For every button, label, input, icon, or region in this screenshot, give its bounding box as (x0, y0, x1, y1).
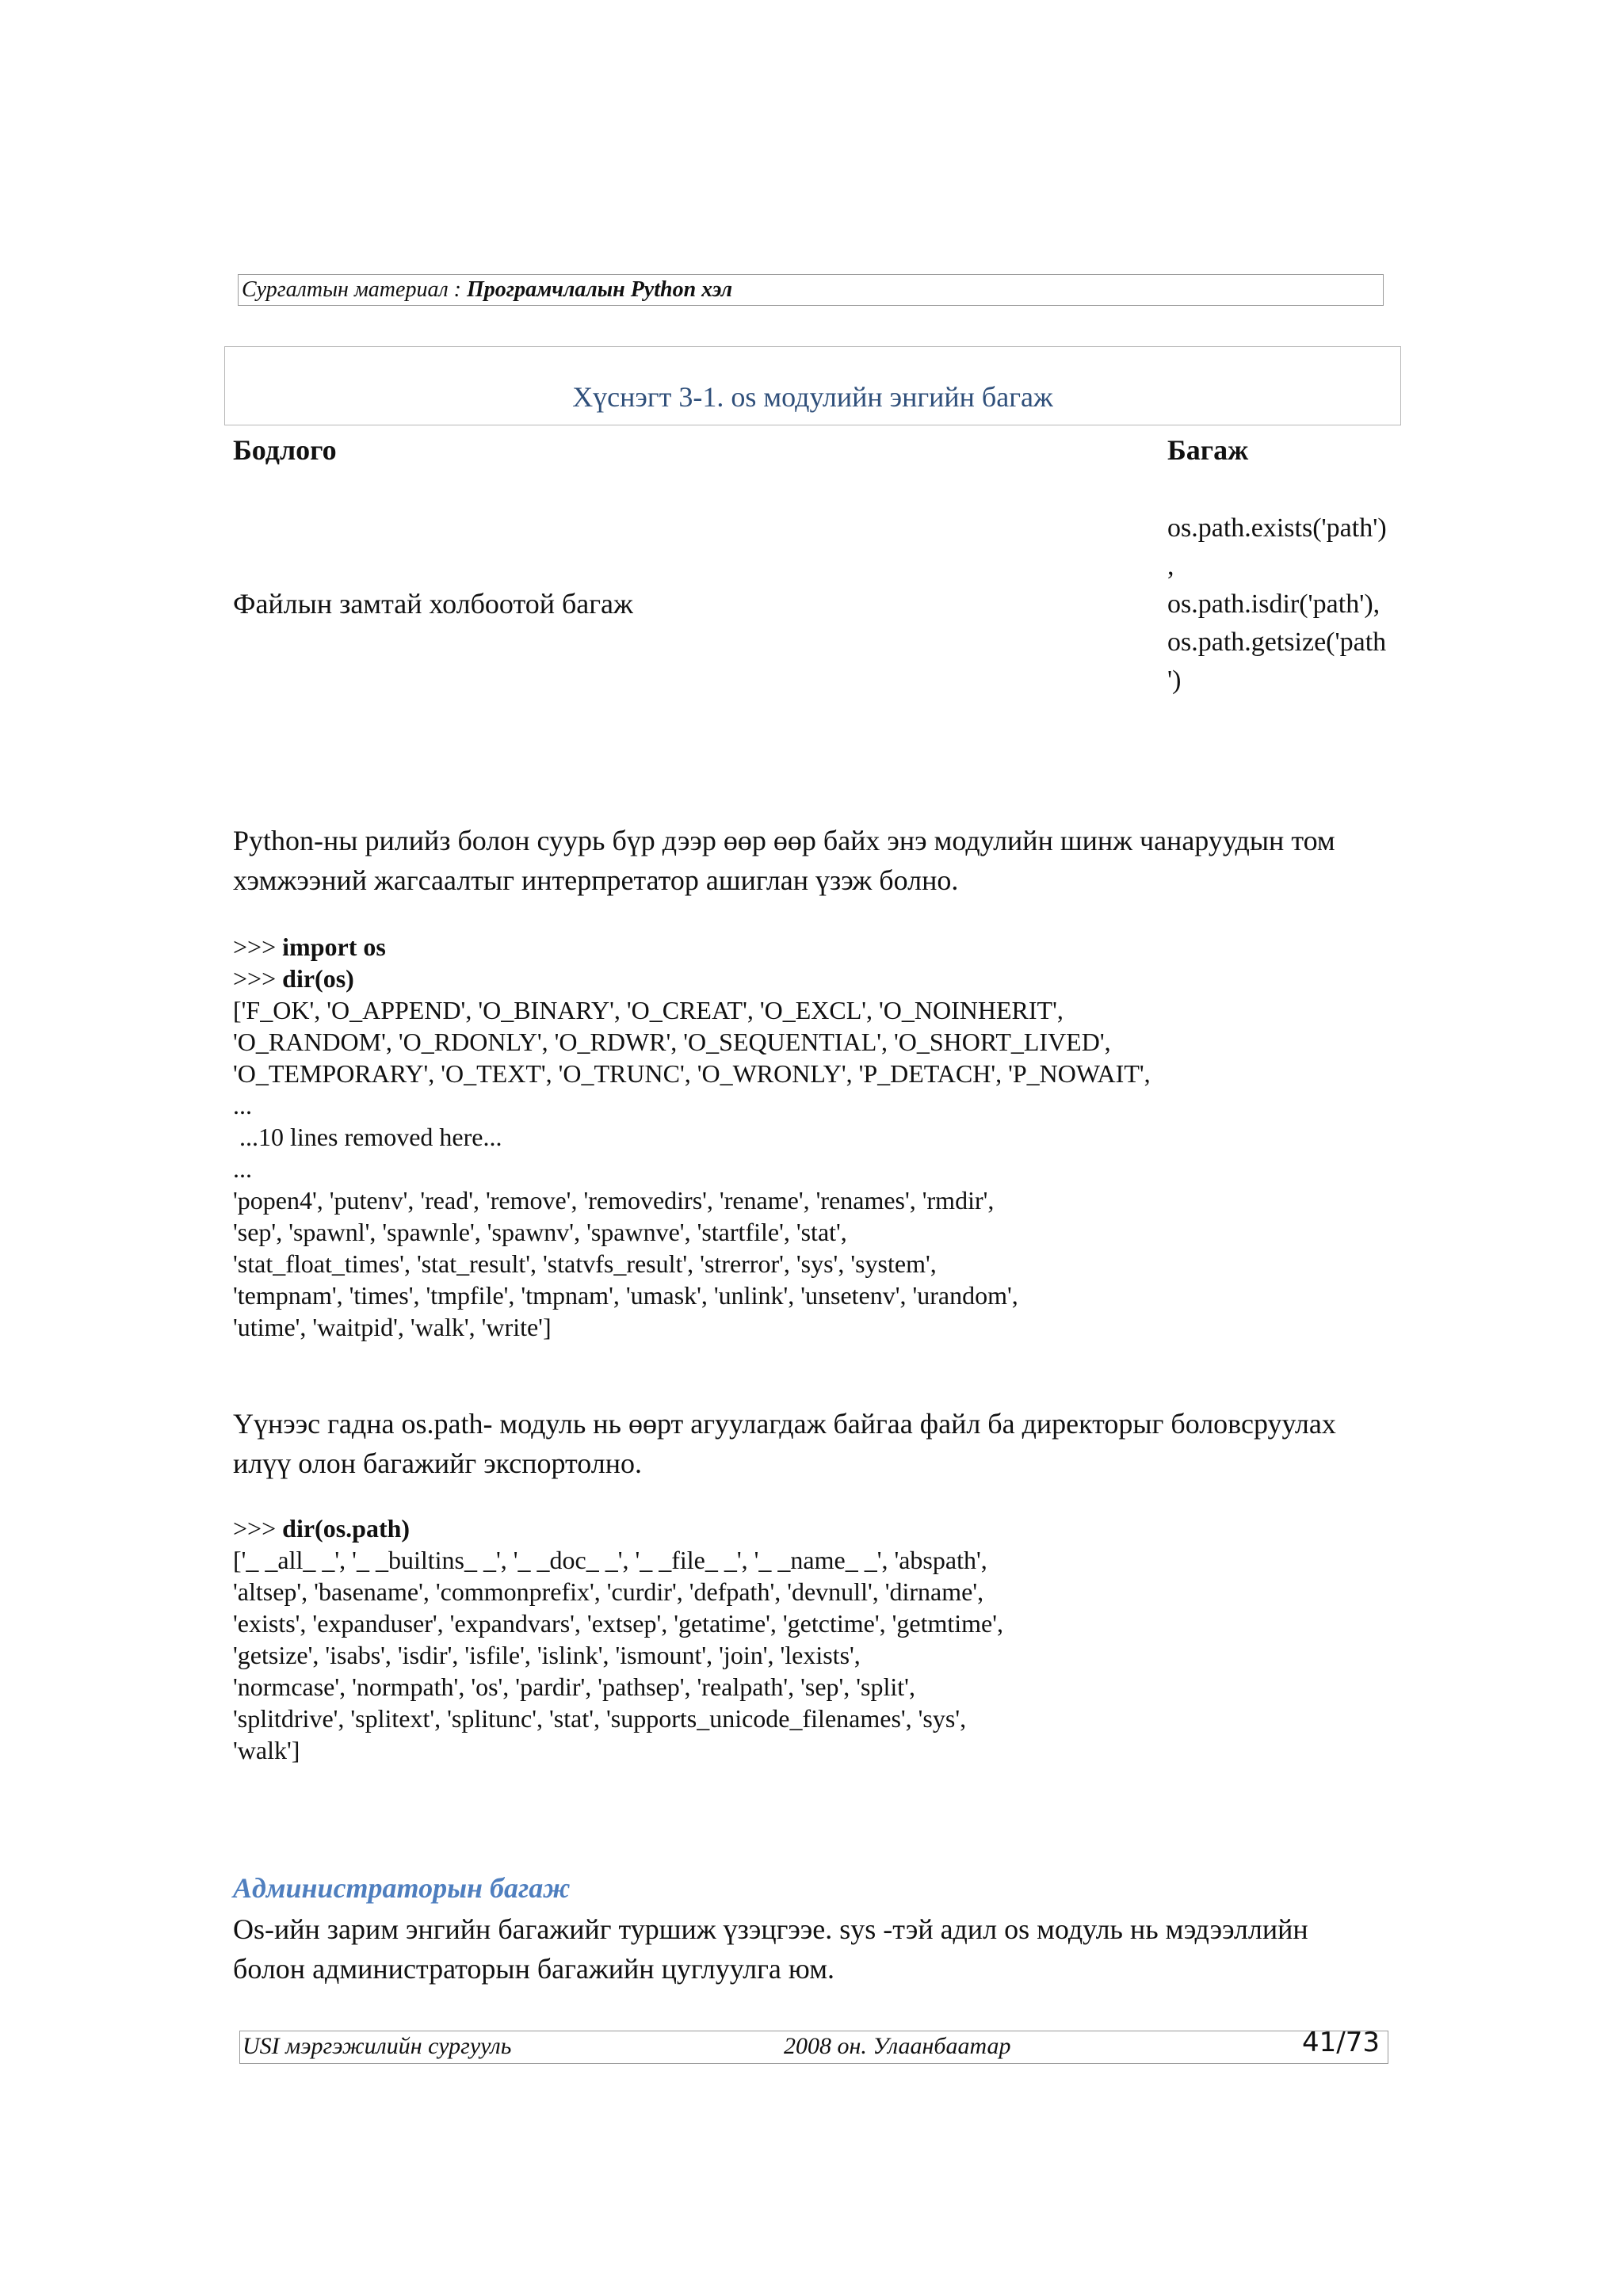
paragraph-line: болон администраторын багажийн цуглуулга юм. (233, 1953, 835, 1985)
table-caption-box (224, 346, 1401, 425)
header-title: Програмчлалын Python хэл (467, 277, 733, 302)
code-line: ... (233, 1091, 252, 1119)
paragraph-line: Үүнээс гадна os.path- модуль нь өөрт агуулагдаж байгаа файл ба директорыг боловсруулах (233, 1408, 1336, 1440)
code-line: 'O_RANDOM', 'O_RDONLY', 'O_RDWR', 'O_SEQUENTIAL', 'O_SHORT_LIVED', (233, 1028, 1111, 1056)
footer-place: 2008 он. Улаанбаатар (784, 2033, 1011, 2059)
code-line: 'walk'] (233, 1736, 300, 1764)
code-line: ... (233, 1154, 252, 1183)
paragraph-line: Os-ийн зарим энгийн багажийг туршиж үзэцгээе. sys -тэй адил os модуль нь мэдээллийн (233, 1913, 1308, 1945)
tool-line: , (1167, 551, 1174, 581)
tool-line: os.path.getsize('path (1167, 627, 1387, 657)
paragraph-line: Python-ны рилийз болон суурь бүр дээр өөр өөр байх энэ модулийн шинж чанаруудын том (233, 825, 1335, 856)
code-line: ['F_OK', 'O_APPEND', 'O_BINARY', 'O_CREAT', 'O_EXCL', 'O_NOINHERIT', (233, 996, 1064, 1024)
code-line: 'splitdrive', 'splitext', 'splitunc', 'stat', 'supports_unicode_filenames', 'sys', (233, 1704, 967, 1733)
page-number: 41/73 (1302, 2027, 1380, 2058)
paragraph-line: хэмжээний жагсаалтыг интерпретатор ашиглан үзэж болно. (233, 864, 959, 896)
code-line: >>> import os (233, 933, 386, 961)
section-paragraph (233, 1909, 1308, 1989)
table-col2-header: Багаж (1167, 434, 1249, 466)
code-line: >>> dir(os) (233, 964, 354, 993)
tool-line: ') (1167, 666, 1182, 695)
tool-line: os.path.isdir('path'), (1167, 589, 1381, 619)
section-title: Администраторын багаж (233, 1872, 571, 1904)
table-caption: Хүснэгт 3-1. os модулийн энгийн багаж (572, 381, 1053, 413)
paragraph-intro (233, 821, 1335, 900)
code-line: ['_ _all_ _', '_ _builtins_ _', '_ _doc_ _', '_ _file_ _', '_ _name_ _', 'abspath', (233, 1546, 987, 1574)
header-prefix: Сургалтын материал : (242, 277, 467, 302)
code-line: 'stat_float_times', 'stat_result', 'statvfs_result', 'strerror', 'sys', 'system', (233, 1249, 937, 1278)
footer-school: USI мэргэжилийн сургууль (242, 2033, 512, 2059)
code-line: 'utime', 'waitpid', 'walk', 'write'] (233, 1313, 552, 1341)
code-block-dir-os (233, 931, 1151, 1343)
code-line: 'getsize', 'isabs', 'isdir', 'isfile', 'islink', 'ismount', 'join', 'lexists', (233, 1641, 861, 1669)
code-line: 'tempnam', 'times', 'tmpfile', 'tmpnam', 'umask', 'unlink', 'unsetenv', 'urandom', (233, 1281, 1018, 1310)
code-note: ...10 lines removed here... (233, 1123, 502, 1151)
code-line: 'O_TEMPORARY', 'O_TEXT', 'O_TRUNC', 'O_WRONLY', 'P_DETACH', 'P_NOWAIT', (233, 1059, 1151, 1088)
paragraph-line: илүү олон багажийг экспортолно. (233, 1447, 643, 1479)
code-line: 'exists', 'expanduser', 'expandvars', 'extsep', 'getatime', 'getctime', 'getmtime', (233, 1609, 1003, 1638)
code-line: >>> dir(os.path) (233, 1514, 411, 1543)
code-block-dir-os-path (233, 1512, 1003, 1766)
table-row-task: Файлын замтай холбоотой багаж (233, 588, 633, 620)
code-line: 'altsep', 'basename', 'commonprefix', 'curdir', 'defpath', 'devnull', 'dirname', (233, 1577, 984, 1606)
table-col1-header: Бодлого (233, 434, 337, 466)
page-footer (239, 2027, 1388, 2064)
code-line: 'sep', 'spawnl', 'spawnle', 'spawnv', 'spawnve', 'startfile', 'stat', (233, 1218, 847, 1246)
paragraph-os-path (233, 1404, 1336, 1483)
table-row-tools (1167, 509, 1387, 700)
tool-line: os.path.exists('path') (1167, 513, 1387, 543)
page-header (238, 274, 1384, 306)
code-line: 'normcase', 'normpath', 'os', 'pardir', 'pathsep', 'realpath', 'sep', 'split', (233, 1672, 915, 1701)
code-line: 'popen4', 'putenv', 'read', 'remove', 'removedirs', 'rename', 'renames', 'rmdir', (233, 1186, 995, 1215)
